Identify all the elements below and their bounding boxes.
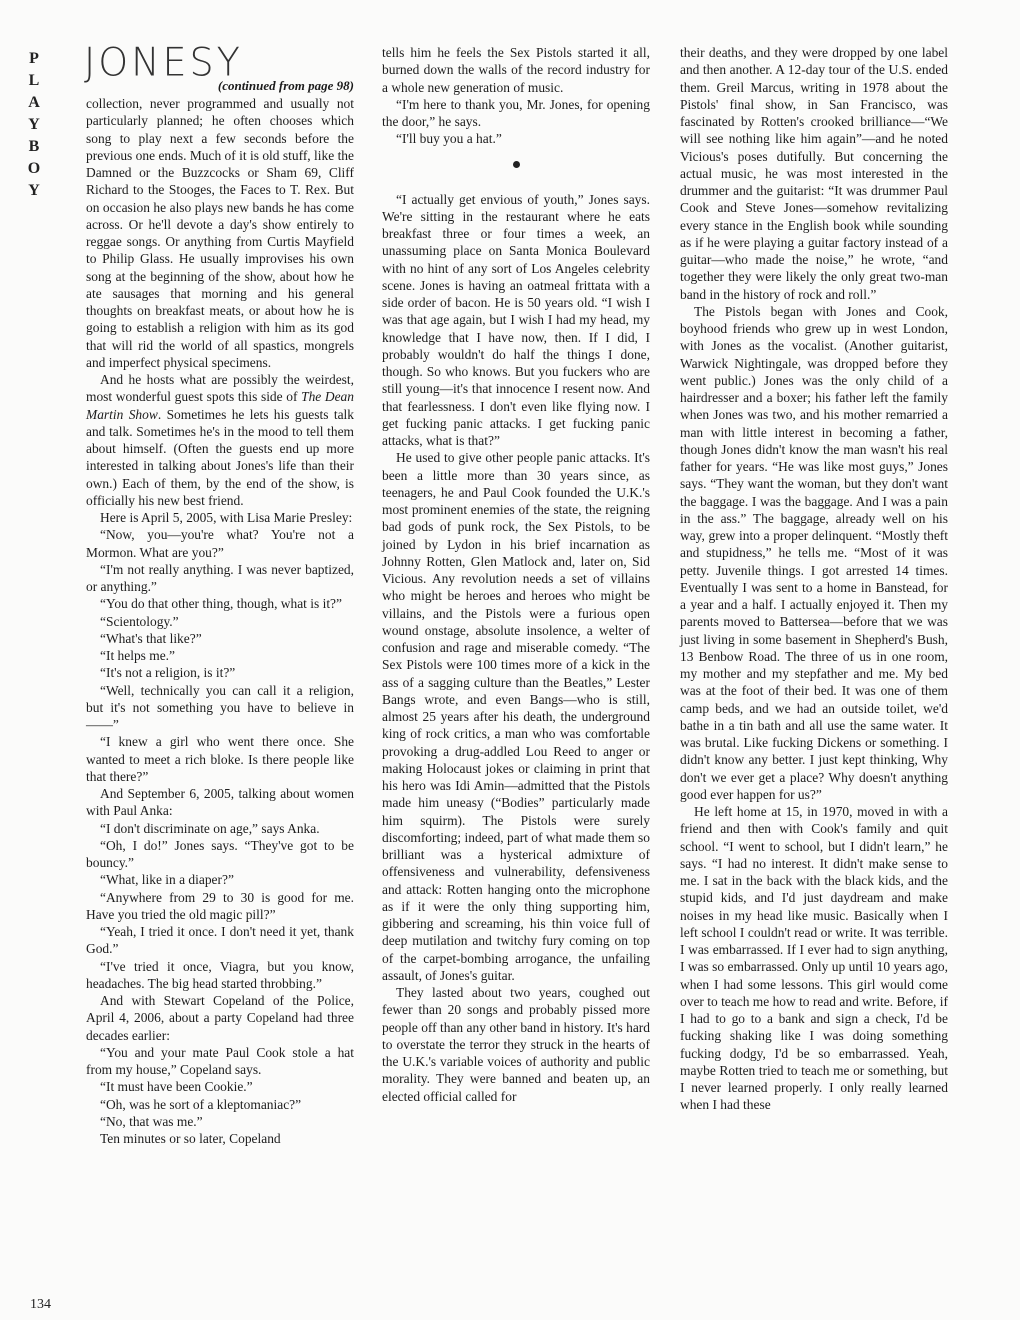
masthead-letter: B [28,138,40,155]
paragraph: “You do that other thing, though, what is it?” [100,596,342,612]
paragraph: “Yeah, I tried it once. I don't need it yet, thank God.” [86,924,354,957]
paragraph: And with Stewart Copeland of the Police, April 4, 2006, about a party Copeland had three decades earlier: [86,993,354,1043]
masthead-letter: P [29,50,39,67]
column-3 [680,44,948,1114]
column-2-bottom-body [382,191,650,1105]
paragraph: “Anywhere from 29 to 30 is good for me. Have you tried the old magic pill?” [86,889,354,922]
masthead-letter: O [27,160,41,177]
paragraph: Ten minutes or so later, Copeland [100,1131,281,1146]
paragraph: “What, like in a diaper?” [100,872,234,888]
paragraph: their deaths, and they were dropped by one label and then another. A 12-day tour of the U.S. ended them. Greil Marcus, writing in 1978 about the Pistols' final show, in San Francisco, was fascinated by Rotten's crooked brilliance—“We will see nothing like him again”—and he noted Vicious's poses dutifully. But concerning the actual music, he was most interested in the drummer and the guitarist: “It was drummer Paul Cook and Steve Jones—somehow revitalizing every stance in the English book while sounding as if he were playing a guitar factory instead of a guitar—who made the noise,” he wrote, “and together they were likely the only great two-man band in the history of rock and roll.” [680,45,948,302]
paragraph: “What's that like?” [100,630,202,646]
paragraph: “I don't discriminate on age,” says Anka. [100,820,320,836]
paragraph: “I'm not really anything. I was never baptized, or anything.” [86,561,354,594]
page-number: 134 [30,1297,51,1312]
column-2 [382,44,650,1105]
masthead-letter: A [28,94,40,111]
paragraph: “I've tried it once, Viagra, but you know, headaches. The big head started throbbing.” [86,958,354,991]
paragraph: “It's not a religion, is it?” [100,665,236,681]
paragraph: “You and your mate Paul Cook stole a hat from my house,” Copeland says. [86,1044,354,1077]
column-1 [84,39,354,1147]
paragraph: And September 6, 2005, talking about women with Paul Anka: [86,786,354,819]
paragraph: “Well, technically you can call it a religion, but it's not something you have to believe in——” [86,682,354,732]
masthead-letter: L [28,72,40,89]
paragraph: “Now, you—you're what? You're not a Mormon. What are you?” [86,527,354,560]
paragraph: “It must have been Cookie.” [100,1079,253,1095]
paragraph: And he hosts what are possibly the weirdest, most wonderful guest spots this side of The Dean Martin Show. Sometimes he lets his guests talk and talk. Sometimes he's in the mood to tell them about himself. (Often the guests end up more interested in talking about Jones's life than their own.) Each of them, by the end of the show, is officially his new best friend. [86,372,354,508]
paragraph: The Pistols began with Jones and Cook, boyhood friends who grew up in west London, with Jones as the vocalist. (Another guitarist, Warwick Nightingale, was dropped before they went public.) Jones was the only child of a hairdresser and a boxer; his father left the family when Jones was two, and his mother remarried a man with little interest in becoming a father, though Jones didn't know the man wasn't his real father for years. “He was like most guys,” Jones says. “They want the woman, but they don't want the baggage. I was the baggage. And I was a pain in the ass.” The baggage, already well on his way, grew into a proper delinquent. “Mostly theft and stupidness,” he tells me. “Most of it was petty. Juvenile things. I got arrested 14 times. Eventually I was sent to a home in Banstead, for a year and a half. I actually enjoyed it. Then my parents moved to Battersea—before that we was just living in some basement in Shepherd's Bush, 13 Benbow Road. The three of us in one room, my mother and my stepfather and me. My bed was at the foot of their bed. It was one of them camp beds, and we had an outside toilet, we'd bathe in a tin bath and all use the same water. It was brutal. Like fucking Dickens or something. I didn't know any better. I just kept thinking, Why don't we ever get a place? Why doesn't anything good ever happen for us?” [680,303,948,802]
column-1-body [86,95,354,1147]
paragraph: “I'll buy you a hat.” [396,131,502,147]
masthead-letter: Y [28,116,40,133]
paragraph: They lasted about two years, coughed out fewer than 20 songs and probably pissed more people off than any other band in history. It's hard to overstate the terror they struck in the hearts of the U.K.'s variable voices of authority and public morality. They were banned and beaten up, an elected official called for [382,985,650,1104]
paragraph: “I actually get envious of youth,” Jones says. We're sitting in the restaurant where he eats breakfast three or four times a week, an unassuming place on Santa Monica Boulevard with no hint of any sort of Los Angeles celebrity scene. Jones is having an oatmeal frittata with a side order of bacon. He is 50 years old. “I wish I was that age again, but I wish I had my head, my knowledge that I have now, then. If I did, I probably wouldn't do half the things I done, though. So who knows. But you fuckers who are still young—it's that innocence I resent now. And that fearlessness. I don't even like flying now. I get fucking panic attacks. I get fucking panic attacks, what is that?” [382,191,650,448]
section-break-dot [513,161,520,168]
show-title: The Dean Martin Show [86,389,354,422]
masthead-letter: Y [28,182,40,199]
paragraph: “Scientology.” [100,613,179,629]
paragraph: Here is April 5, 2005, with Lisa Marie Presley: [100,510,353,525]
paragraph: “I'm here to thank you, Mr. Jones, for opening the door,” he says. [382,96,650,129]
playboy-masthead [22,48,46,202]
column-2-top-body [382,44,650,148]
paragraph: “Oh, I do!” Jones says. “They've got to be bouncy.” [86,837,354,870]
paragraph: He used to give other people panic attacks. It's been a little more than 30 years since, as teenagers, he and Paul Cook founded the U.K.'s most prominent enemies of the state, the reigning bad gods of punk rock, the Sex Pistols, to be joined by Lydon in his brief incarnation as Johnny Rotten, Glen Matlock and, later on, Sid Vicious. Any revolution needs a set of villains who might be heroes and heroes who might be villains, and the Pistols were a furious open wound onstage, absolute insolence, a welter of confusion and rage and miserable comedy. “The Sex Pistols were 100 times more of a kick in the ass of a sagging culture than the Beatles,” Lester Bangs wrote, and even Bangs—who is still, almost 25 years after his death, the underground king of rock critics, a man who was comfortable provoking a drug-addled Lou Reed to anger or making Holocaust jokes or claiming in print that his hero was Idi Amin—admitted that the Pistols made him uneasy (“Bodies” particularly made him squirm). The Pistols were surely discomforting; indeed, part of what made them so brilliant was a hysterical admixture of offensiveness and vulnerability, defensiveness and attack: Rotten hanging onto the microphone as if it were the only thing supporting him, gibbering and screaming, his thin voice full of deep mutilation and twitchy fury coming on top of the carpet-bombing arrogance, the unfailing assault, of Jones's guitar. [382,450,650,983]
paragraph: “I knew a girl who went there once. She wanted to meet a rich bloke. Is there people like that there?” [86,734,354,784]
paragraph: He left home at 15, in 1970, moved in with a friend and then with Cook's family and quit school. “I went to school, but I didn't learn,” he says. “I had no interest. It didn't make sense to me. I sat in the back with the black kids, and the stupid kids, and I'd just daydream and make noises in my head like music. Basically when I left school I couldn't read or write. It was terrible. I was embarrassed. If I ever had to sign anything, I was so embarrassed. Only up until 10 years ago, when I had some lessons. This girl would come over to teach me how to read and write. Before, if I had to go to a bank and sign a check, I'd be fucking shaking like I was doing something fucking dodgy, I'd be so embarrassed. Yeah, maybe Rotten tried to teach me or something, but I never learned properly. I only really learned when I had these [680,804,948,1113]
paragraph: “It helps me.” [100,648,175,663]
column-3-body [680,44,948,1114]
paragraph: “No, that was me.” [100,1113,203,1129]
paragraph: “Oh, was he sort of a kleptomaniac?” [100,1096,302,1112]
article-title: JONESY [84,39,243,85]
continued-from-note: (continued from page 98) [217,78,354,93]
paragraph: tells him he feels the Sex Pistols started it all, burned down the walls of the record industry for a whole new generation of music. [382,45,650,95]
paragraph: collection, never programmed and usually not particularly planned; he often chooses which song to play next a few seconds before the previous one ends. Much of it is old stuff, like the Damned or the Buzzcocks or Sham 69, Cliff Richard to the Stooges, the Faces to T. Rex. But on occasion he also plays new bands he has come across. Or he'll devote a day's show entirely to reggae songs. Or anything from Curtis Mayfield to Philip Glass. He usually improvises his own song at the beginning of the show, about how he ate sausages that morning and his general thoughts on breakfast meats, or about how he is going to establish a religion with him as its god that will rid the world of all spastics, mongrels and imperfect physical specimens. [86,96,354,370]
